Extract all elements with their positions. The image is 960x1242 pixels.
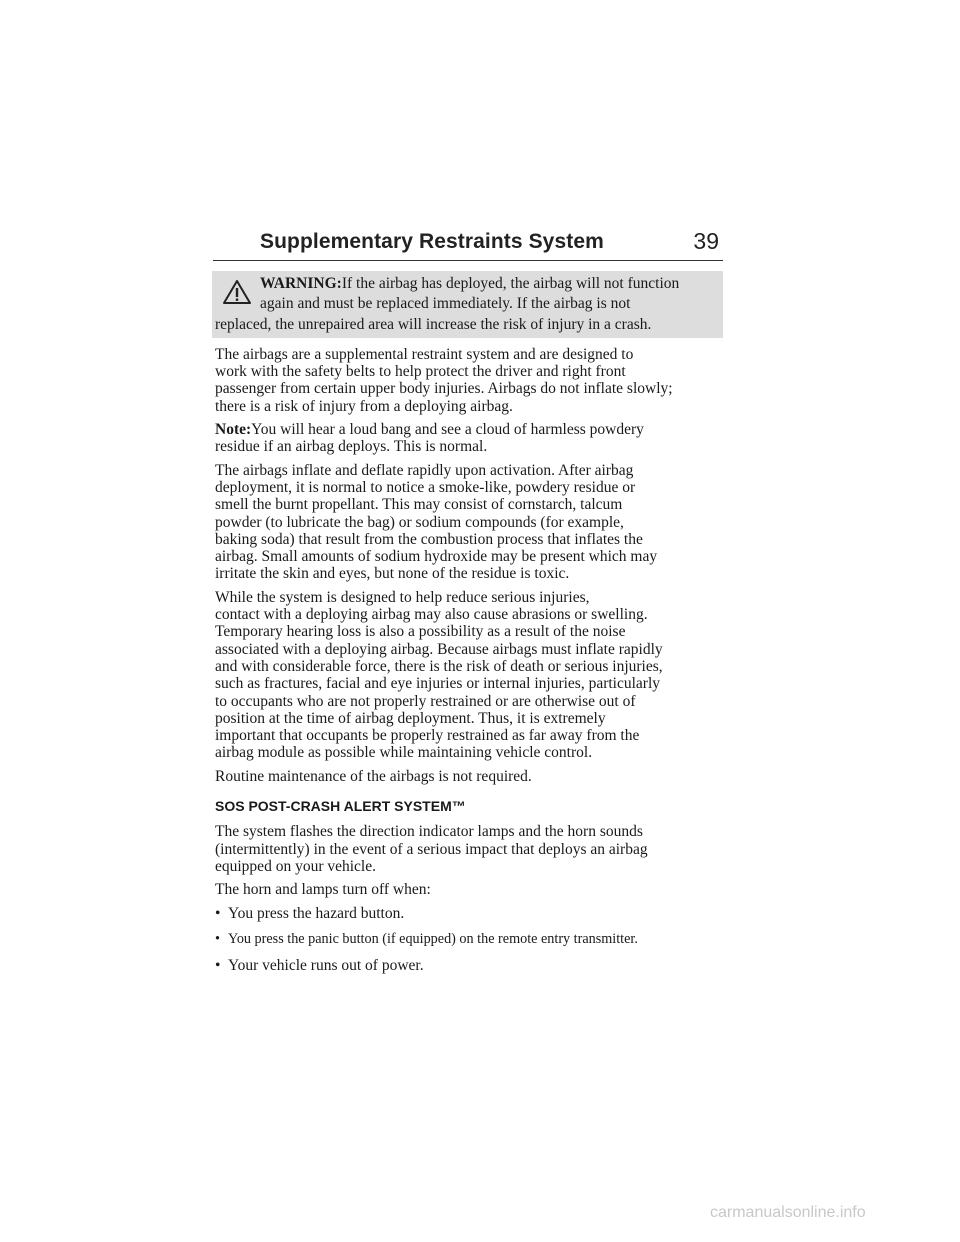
paragraph-maintenance: Routine maintenance of the airbags is not required. (215, 767, 532, 785)
footer (0, 1200, 960, 1242)
warning-line-2: again and must be replaced immediately. If the airbag is not (260, 295, 631, 313)
note-label: Note: (215, 421, 252, 439)
warning-line-1: WARNING:If the airbag has deployed, the airbag will not function (260, 275, 680, 292)
list-item: • You press the panic button (if equipped) on the remote entry transmitter. (215, 930, 638, 947)
bullet-list (215, 905, 725, 975)
paragraph-post-crash-alert: The system flashes the direction indicator lamps and the horn sounds (intermittently) in the event of a serious impact that deploys an airbag equipped on your vehicle. (215, 823, 648, 875)
bullet: • (215, 930, 220, 947)
page-title: Supplementary Restraints System (260, 230, 604, 253)
list-item: • Your vehicle runs out of power. (215, 957, 424, 975)
paragraph-airbag-intro: The airbags are a supplemental restraint system and are designed to work with the safety belts to help protect the driver and right front passenger from certain upper body injuries. Airbags do not inflate slowly; there is a risk of injury from a deploying airbag. (215, 345, 673, 415)
watermark: carmanualsonline.info (710, 1204, 866, 1221)
bullet: • (215, 957, 221, 975)
section-heading: SOS POST-CRASH ALERT SYSTEM™ (215, 798, 466, 815)
note-paragraph: Note:You will hear a loud bang and see a cloud of harmless powdery residue if an airbag deploys. This is normal. (215, 421, 644, 456)
paragraph-injury-risk: While the system is designed to help reduce serious injuries, contact with a deploying airbag may also cause abrasions or swelling. Temporary hearing loss is also a possibility as a result of the noise associated with a deploying airbag. Because airbags must inflate rapidly and with considerable force, there is the risk of death or serious injuries, such as fractures, facial and eye injuries or internal injuries, particularly to occupants who are not properly restrained or are otherwise out of position at the time of airbag deployment. Thus, it is extremely important that occupants be properly restrained as far away from the airbag module as possible while maintaining vehicle control. (215, 588, 663, 762)
page-content (215, 271, 725, 983)
warning-box (212, 271, 723, 338)
warning-triangle-icon (222, 279, 252, 305)
list-item: • You press the hazard button. (215, 904, 405, 922)
warning-label: WARNING: (260, 275, 342, 292)
bullet: • (215, 904, 221, 922)
page-number: 39 (693, 228, 719, 254)
warning-line-3: replaced, the unrepaired area will increase the risk of injury in a crash. (215, 315, 652, 333)
paragraph-deployment-residue: The airbags inflate and deflate rapidly upon activation. After airbag deployment, it is normal to notice a smoke-like, powdery residue or smell the burnt propellant. This may consist of cornstarch, talcum powder (to lubricate the bag) or sodium compounds (for example, baking soda) that result from the combustion process that inflates the airbag. Small amounts of sodium hydroxide may be present which may irritate the skin and eyes, but none of the residue is toxic. (215, 461, 658, 583)
page-header (213, 228, 723, 261)
paragraph-turn-off: The horn and lamps turn off when: (215, 881, 431, 899)
